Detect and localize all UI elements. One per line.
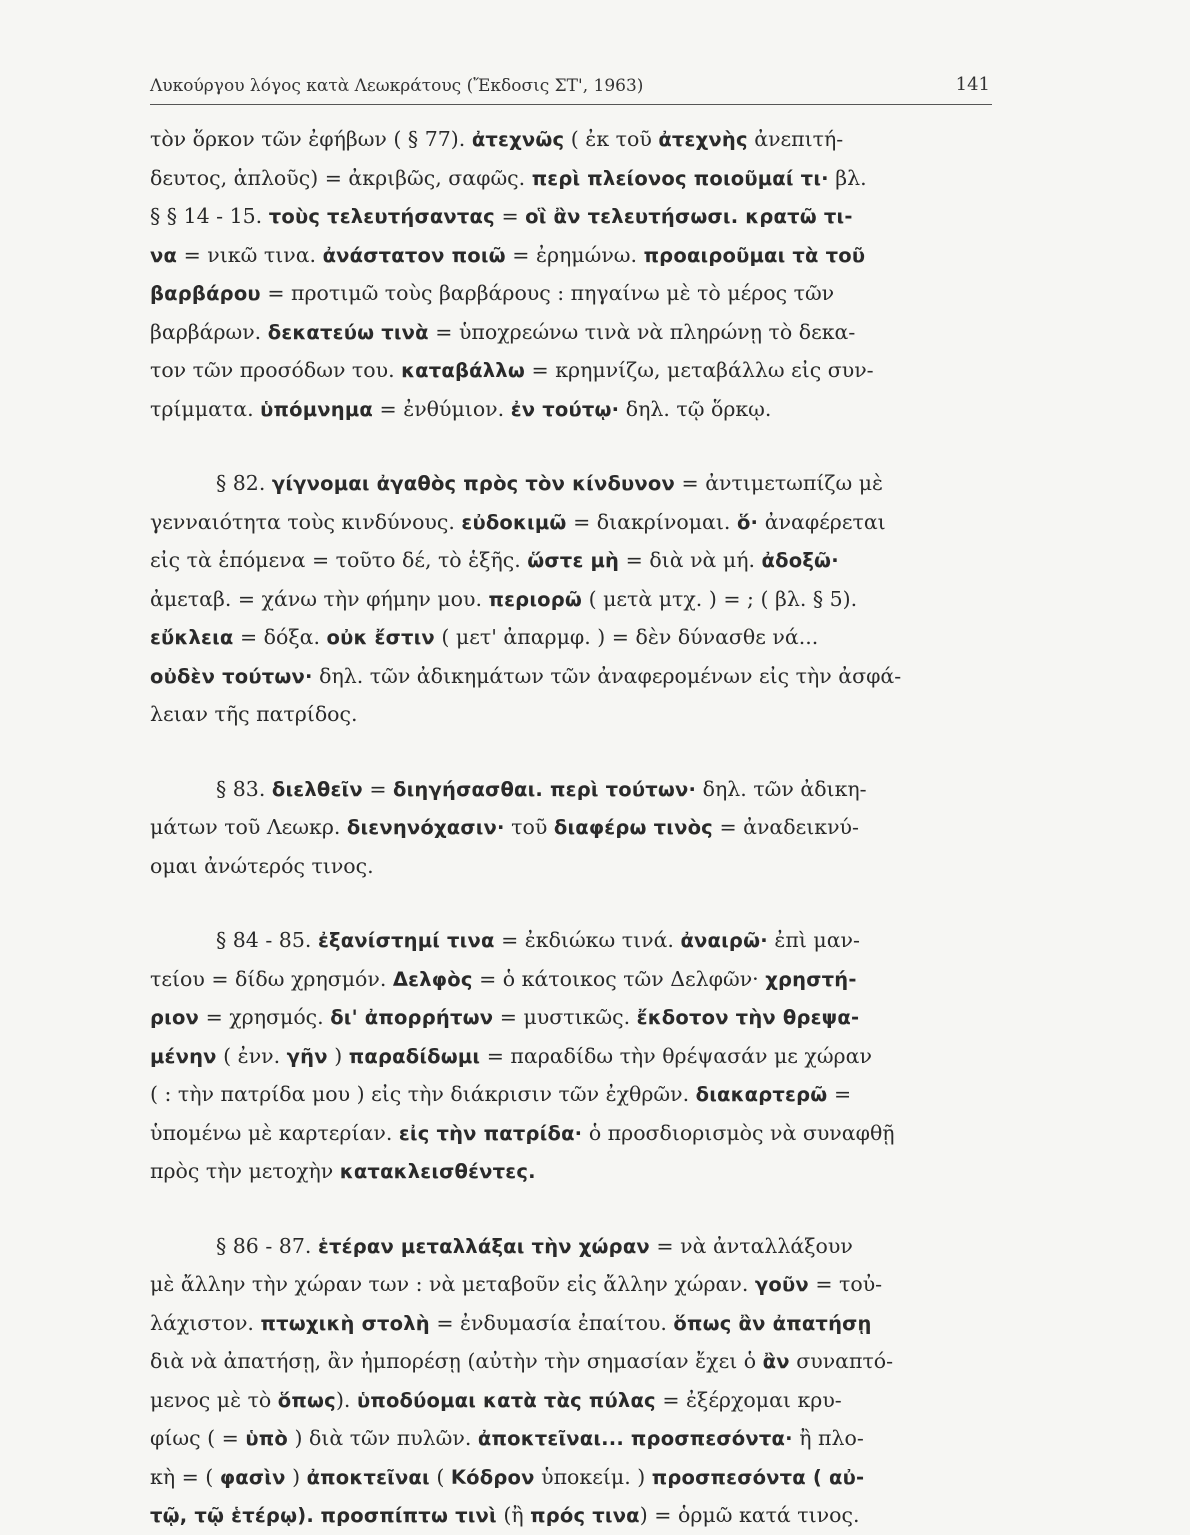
- gloss-text: ἀμεταβ. = χάνω τὴν φήμην μου.: [150, 586, 489, 611]
- lemma: ἀποκτεῖναι: [306, 1465, 430, 1489]
- lemma: διαφέρω τινὸς: [553, 816, 713, 839]
- text-line: [150, 808, 998, 847]
- gloss-text: δευτος, ἁπλοῦς) = ἀκριβῶς, σαφῶς.: [150, 165, 532, 190]
- text-line: [150, 998, 998, 1037]
- lemma: προσπίπτω τινὶ: [320, 1504, 497, 1527]
- text-line: [150, 390, 998, 429]
- gloss-text: κὴ = (: [150, 1464, 220, 1489]
- gloss-text: = μυστικῶς.: [493, 1005, 637, 1029]
- gloss-text: ἐπὶ μαν-: [767, 928, 860, 952]
- lemma: ἀτεχνὴς: [658, 128, 748, 151]
- paragraph-gap: [150, 734, 998, 770]
- text-line: [150, 1075, 998, 1114]
- lemma: ὅ·: [736, 510, 759, 534]
- running-header: [150, 72, 992, 100]
- text-line: [150, 1458, 998, 1497]
- text-line: [150, 274, 998, 313]
- lemma: διακαρτερῶ: [695, 1083, 828, 1106]
- text-line: [150, 159, 998, 198]
- lemma: κατακλεισθέντες.: [339, 1160, 536, 1183]
- lemma: ἐν τούτῳ·: [510, 397, 620, 421]
- gloss-text: ομαι ἀνώτερός τινος.: [150, 853, 374, 878]
- gloss-text: = ἀναδεικνύ-: [712, 815, 859, 839]
- text-line: [150, 236, 998, 275]
- lemma: διηγήσασθαι. περὶ τούτων·: [393, 777, 697, 801]
- gloss-text: § 84 - 85.: [216, 928, 318, 952]
- gloss-text: = ἀντιμετωπίζω μὲ: [674, 471, 884, 495]
- paragraph: [150, 464, 998, 734]
- text-line: [150, 695, 998, 734]
- page-number: 141: [955, 74, 990, 95]
- gloss-text: μάτων τοῦ Λεωκρ.: [150, 815, 347, 839]
- gloss-text: = ὑποχρεώνω τινὰ νὰ πληρώνῃ τὸ δεκα-: [428, 319, 856, 344]
- lemma: φασὶν: [219, 1465, 286, 1489]
- lemma: γοῦν: [754, 1273, 809, 1296]
- gloss-text: § 83.: [216, 776, 272, 801]
- text-line: [150, 1419, 998, 1458]
- gloss-text: μὲ ἄλλην τὴν χώραν των : νὰ μεταβοῦν εἰς ἄλλην χώραν.: [150, 1272, 755, 1296]
- lemma: τοὺς τελευτήσαντας: [268, 205, 495, 228]
- gloss-text: ( μετ' ἀπαρμφ. ) = δὲν δύνασθε νά...: [434, 625, 819, 649]
- gloss-text: = νὰ ἀνταλλάξουν: [649, 1233, 853, 1258]
- text-line: [150, 1114, 998, 1153]
- gloss-text: ( : τὴν πατρίδα μου ) εἰς τὴν διάκρισιν τῶν ἐχθρῶν.: [150, 1082, 696, 1106]
- lemma: τῷ, τῷ ἑτέρῳ).: [150, 1504, 314, 1527]
- gloss-text: λάχιστον.: [150, 1310, 261, 1335]
- gloss-text: μενος μὲ τὸ: [150, 1387, 278, 1412]
- lemma: ὅπως: [277, 1388, 336, 1412]
- gloss-text: = παραδίδω τὴν θρέψασάν με χώραν: [480, 1043, 872, 1068]
- gloss-text: πρὸς τὴν μετοχὴν: [150, 1159, 340, 1183]
- lemma: χρηστή-: [765, 967, 857, 991]
- lemma: οὐδὲν τούτων·: [150, 664, 313, 688]
- gloss-text: ὁ προσδιορισμὸς νὰ συναφθῇ: [582, 1120, 895, 1145]
- gloss-text: § § 14 - 15.: [150, 204, 269, 228]
- text-line: [150, 1152, 998, 1191]
- lemma: γίγνομαι ἀγαθὸς πρὸς τὸν κίνδυνον: [271, 472, 675, 495]
- gloss-text: = ἐνδυμασία ἐπαίτου.: [429, 1310, 674, 1335]
- lemma: ἀτεχνῶς: [471, 128, 565, 151]
- gloss-text: γενναιότητα τοὺς κινδύνους.: [150, 509, 462, 534]
- gloss-text: τρίμματα.: [150, 396, 261, 421]
- gloss-text: συναπτό-: [789, 1349, 894, 1373]
- gloss-text: ) διὰ τῶν πυλῶν.: [287, 1426, 478, 1450]
- text-line: [150, 1037, 998, 1076]
- gloss-text: ): [327, 1043, 349, 1068]
- gloss-text: = χρησμός.: [199, 1005, 331, 1029]
- gloss-text: ( ἐκ τοῦ: [564, 127, 659, 151]
- gloss-text: = διακρίνομαι.: [566, 509, 737, 534]
- gloss-text: =: [494, 204, 526, 228]
- gloss-text: δηλ. τῶν ἀδικη-: [696, 776, 867, 801]
- gloss-text: ὑποκείμ. ): [534, 1464, 652, 1489]
- text-line: [150, 770, 998, 809]
- lemma: ριον: [150, 1006, 200, 1029]
- lemma: ὑπόμνημα: [260, 397, 373, 421]
- gloss-text: = ἐρημώνω.: [505, 242, 644, 267]
- gloss-text: = ἐκδιώκω τινά.: [494, 928, 681, 952]
- lemma: εὐδοκιμῶ: [461, 510, 567, 534]
- gloss-text: = τοὐ-: [808, 1272, 883, 1296]
- gloss-text: = διὰ νὰ μή.: [619, 548, 762, 572]
- gloss-text: ἀνεπιτή-: [747, 127, 844, 151]
- lemma: δι' ἀπορρήτων: [330, 1006, 494, 1029]
- text-line: [150, 847, 998, 886]
- text-line: [150, 960, 998, 999]
- paragraph: [150, 120, 998, 428]
- gloss-text: = προτιμῶ τοὺς βαρβάρους : πηγαίνω μὲ τὸ μέρος τῶν: [260, 281, 835, 305]
- gloss-text: = κρημνίζω, μεταβάλλω εἰς συν-: [525, 358, 874, 382]
- gloss-text: = νικῶ τινα.: [177, 242, 323, 267]
- text-line: [150, 313, 998, 352]
- paragraph-gap: [150, 1191, 998, 1227]
- lemma: βαρβάρου: [150, 282, 261, 305]
- gloss-text: βαρβάρων.: [150, 319, 268, 344]
- text-line: [150, 921, 998, 960]
- gloss-text: ὑπομένω μὲ καρτερίαν.: [150, 1120, 399, 1145]
- paragraph: [150, 1227, 998, 1535]
- gloss-text: =: [362, 776, 394, 801]
- lemma: καταβάλλω: [401, 359, 525, 382]
- text-line: [150, 580, 998, 619]
- lemma: πτωχικὴ στολὴ: [260, 1311, 430, 1335]
- lemma: Κόδρον: [450, 1465, 535, 1489]
- gloss-text: ( ἐνν.: [216, 1043, 287, 1068]
- text-line: [150, 1496, 998, 1535]
- text-line: [150, 1265, 998, 1304]
- gloss-text: =: [827, 1082, 852, 1106]
- gloss-text: ) = ὁρμῶ κατά τινος.: [639, 1503, 860, 1527]
- gloss-text: δηλ. τῶν ἀδικημάτων τῶν ἀναφερομένων εἰς τὴν ἀσφά-: [312, 663, 902, 688]
- lemma: ἀποκτεῖναι... προσπεσόντα·: [477, 1427, 793, 1450]
- lemma: ὥστε μὴ: [527, 549, 620, 572]
- lemma: πρός τινα: [530, 1504, 640, 1527]
- lemma: διελθεῖν: [271, 777, 363, 801]
- text-line: [150, 464, 998, 503]
- lemma: μένην: [150, 1044, 217, 1068]
- gloss-text: τοῦ: [504, 815, 554, 839]
- lemma: περιορῶ: [488, 587, 583, 611]
- lemma: ἀδοξῶ·: [761, 549, 839, 572]
- gloss-text: § 82.: [216, 471, 272, 495]
- gloss-text: τείου = δίδω χρησμόν.: [150, 966, 393, 991]
- lemma: οἳ ἂν τελευτήσωσι. κρατῶ τι-: [525, 205, 853, 228]
- lemma: προαιροῦμαι τὰ τοῦ: [643, 243, 866, 267]
- paragraph: [150, 921, 998, 1191]
- paragraph-gap: [150, 428, 998, 464]
- text-line: [150, 1304, 998, 1343]
- lemma: παραδίδωμι: [348, 1044, 481, 1068]
- paragraph-gap: [150, 885, 998, 921]
- gloss-text: τὸν ὅρκον τῶν ἐφήβων ( § 77).: [150, 127, 472, 151]
- gloss-text: ἢ πλο-: [792, 1426, 864, 1450]
- commentary-body: [150, 120, 998, 1535]
- lemma: εὔκλεια: [150, 626, 234, 649]
- paragraph: [150, 770, 998, 886]
- text-line: [150, 1227, 998, 1266]
- gloss-text: εἰς τὰ ἑπόμενα = τοῦτο δέ, τὸ ἑξῆς.: [150, 548, 528, 572]
- lemma: ὑπὸ: [245, 1427, 288, 1450]
- lemma: εἰς τὴν πατρίδα·: [398, 1121, 583, 1145]
- lemma: προσπεσόντα ( αὐ-: [651, 1465, 865, 1489]
- gloss-text: ( μετὰ μτχ. ) = ; ( βλ. § 5).: [582, 586, 858, 611]
- text-line: [150, 197, 998, 236]
- gloss-text: = ὁ κάτοικος τῶν Δελφῶν·: [472, 966, 766, 991]
- gloss-text: δηλ. τῷ ὅρκῳ.: [619, 396, 772, 421]
- lemma: οὐκ ἔστιν: [326, 626, 435, 649]
- text-line: [150, 351, 998, 390]
- lemma: ἀνάστατον ποιῶ: [322, 243, 506, 267]
- lemma: ὅπως ἂν ἀπατήσῃ: [673, 1311, 872, 1335]
- gloss-text: διὰ νὰ ἀπατήσῃ, ἂν ἠμπορέσῃ (αὐτὴν τὴν σημασίαν ἔχει ὁ: [150, 1349, 763, 1373]
- gloss-text: λειαν τῆς πατρίδος.: [150, 702, 358, 726]
- lemma: διενηνόχασιν·: [346, 816, 505, 839]
- text-line: [150, 503, 998, 542]
- header-title: Λυκούργου λόγος κατὰ Λεωκράτους (Ἔκδοσις ΣΤ', 1963): [150, 76, 644, 96]
- lemma: δεκατεύω τινὰ: [267, 320, 429, 344]
- gloss-text: τον τῶν προσόδων του.: [150, 358, 402, 382]
- gloss-text: (: [429, 1464, 451, 1489]
- gloss-text: ).: [335, 1387, 357, 1412]
- gloss-text: = δόξα.: [233, 625, 327, 649]
- gloss-text: = ἐξέρχομαι κρυ-: [655, 1387, 842, 1412]
- text-line: [150, 618, 998, 657]
- lemma: ἑτέραν μεταλλάξαι τὴν χώραν: [317, 1234, 650, 1258]
- lemma: περὶ πλείονος ποιοῦμαί τι·: [531, 166, 829, 190]
- gloss-text: (ἢ: [496, 1503, 531, 1527]
- gloss-text: βλ.: [828, 165, 867, 190]
- lemma: ἐξανίστημί τινα: [317, 929, 495, 952]
- text-line: [150, 541, 998, 580]
- gloss-text: φίως ( =: [150, 1426, 246, 1450]
- lemma: γῆν: [286, 1044, 328, 1068]
- text-line: [150, 1342, 998, 1381]
- text-line: [150, 657, 998, 696]
- lemma: ὑποδύομαι κατὰ τὰς πύλας: [356, 1388, 656, 1412]
- text-line: [150, 1381, 998, 1420]
- gloss-text: = ἐνθύμιον.: [373, 396, 511, 421]
- header-rule: [150, 104, 992, 105]
- gloss-text: ἀναφέρεται: [758, 509, 886, 534]
- gloss-text: ): [285, 1464, 307, 1489]
- text-line: [150, 120, 998, 159]
- lemma: Δελφὸς: [392, 967, 473, 991]
- lemma: να: [150, 243, 178, 267]
- lemma: ἂν: [762, 1350, 790, 1373]
- lemma: ἀναιρῶ·: [680, 929, 768, 952]
- lemma: ἔκδοτον τὴν θρεψα-: [636, 1006, 860, 1029]
- gloss-text: § 86 - 87.: [216, 1233, 318, 1258]
